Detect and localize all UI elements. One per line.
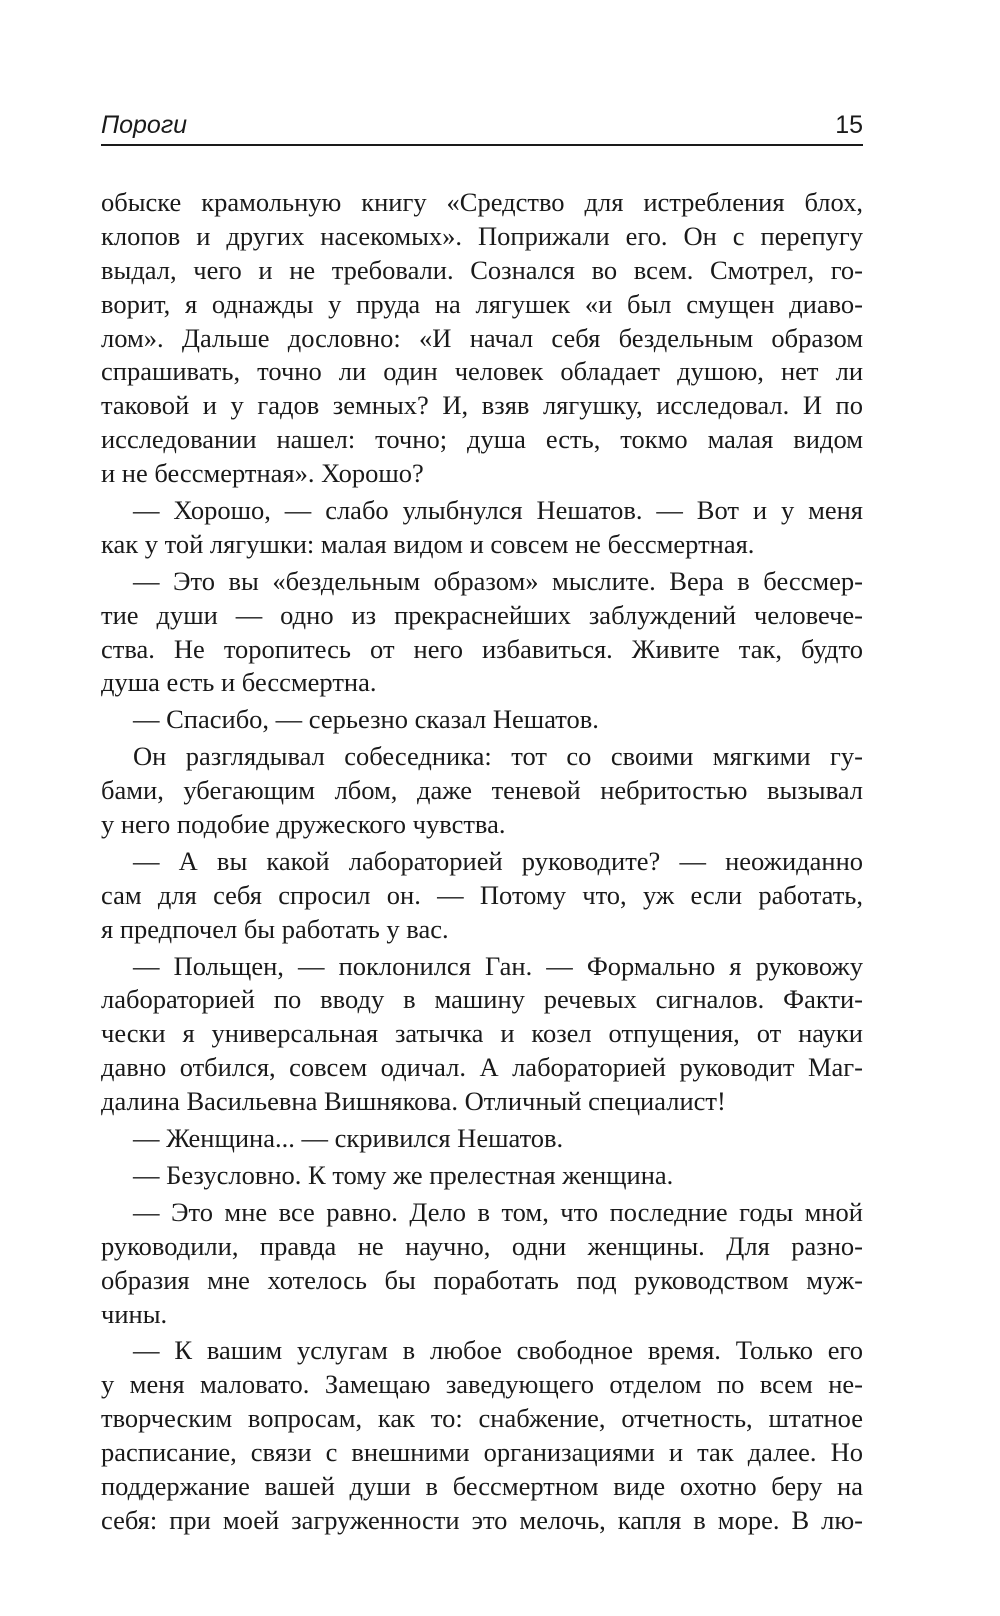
text-line: расписание, связи с внешними организациями и так далее. Но — [101, 1437, 863, 1468]
text-line: выдал, чего и не требовали. Сознался во всем. Смотрел, го- — [101, 254, 863, 285]
running-header — [101, 108, 863, 146]
page-number: 15 — [835, 111, 863, 139]
text-line: — Женщина... — скривился Нешатов. — [133, 1123, 564, 1154]
text-line: ворит, я однажды у пруда на лягушек «и был смущен диаво- — [101, 288, 863, 319]
text-line: и не бессмертная». Хорошо? — [101, 458, 424, 489]
text-line: у него подобие дружеского чувства. — [101, 809, 506, 840]
text-line: давно отбился, совсем одичал. А лабораторией руководит Маг- — [101, 1052, 863, 1083]
text-line: — Польщен, — поклонился Ган. — Формально я руковожу — [133, 950, 863, 981]
text-line: себя: при моей загруженности это мелочь, капля в море. В лю- — [101, 1504, 863, 1535]
running-title: Пороги — [101, 111, 188, 139]
text-line: далина Васильевна Вишнякова. Отличный специалист! — [101, 1086, 726, 1117]
text-line: — Спасибо, — серьезно сказал Нешатов. — [133, 704, 599, 735]
text-line: тие души — одно из прекраснейших заблуждений человече- — [101, 599, 863, 630]
text-line: руководили, правда не научно, одни женщины. Для разно- — [101, 1230, 863, 1261]
text-line: — Безусловно. К тому же прелестная женщина. — [133, 1159, 674, 1190]
text-line: — А вы какой лабораторией руководите? — неожиданно — [133, 845, 863, 876]
text-line: душа есть и бессмертна. — [101, 667, 377, 698]
body-text — [101, 186, 863, 1538]
text-line: чины. — [101, 1298, 168, 1329]
text-line: лабораторией по вводу в машину речевых сигналов. Факти- — [101, 984, 863, 1015]
text-line: у меня маловато. Замещаю заведующего отделом по всем не- — [101, 1369, 863, 1400]
text-line: лом». Дальше дословно: «И начал себя бездельным образом — [101, 322, 863, 353]
text-line: сам для себя спросил он. — Потому что, уж если работать, — [101, 879, 863, 910]
text-line: — Это вы «бездельным образом» мыслите. Вера в бессмер- — [133, 565, 863, 596]
text-line: чески я универсальная затычка и козел отпущения, от науки — [101, 1018, 863, 1049]
text-line: таковой и у гадов земных? И, взяв лягушку, исследовал. И по — [101, 390, 863, 421]
text-line: образия мне хотелось бы поработать под руководством муж- — [101, 1264, 863, 1295]
text-line: я предпочел бы работать у вас. — [101, 913, 449, 944]
text-line: творческим вопросам, как то: снабжение, отчетность, штатное — [101, 1403, 863, 1434]
text-line: как у той лягушки: малая видом и совсем не бессмертная. — [101, 528, 755, 559]
text-line: клопов и других насекомых». Поприжали его. Он с перепугу — [101, 220, 863, 251]
text-line: бами, убегающим лбом, даже теневой небритостью вызывал — [101, 775, 863, 806]
text-line: — К вашим услугам в любое свободное время. Только его — [133, 1335, 863, 1366]
text-line: — Это мне все равно. Дело в том, что последние годы мной — [133, 1196, 863, 1227]
text-line: исследовании нашел: точно; душа есть, токмо малая видом — [101, 424, 863, 455]
text-line: ства. Не торопитесь от него избавиться. Живите так, будто — [101, 633, 863, 664]
text-line: поддержание вашей души в бессмертном виде охотно беру на — [101, 1470, 863, 1501]
text-line: Он разглядывал собеседника: тот со своими мягкими гу- — [133, 741, 863, 772]
text-line: обыске крамольную книгу «Средство для истребления блох, — [101, 187, 863, 217]
text-line: спрашивать, точно ли один человек обладает душою, нет ли — [101, 356, 863, 387]
text-line: — Хорошо, — слабо улыбнулся Нешатов. — Вот и у меня — [133, 495, 863, 526]
